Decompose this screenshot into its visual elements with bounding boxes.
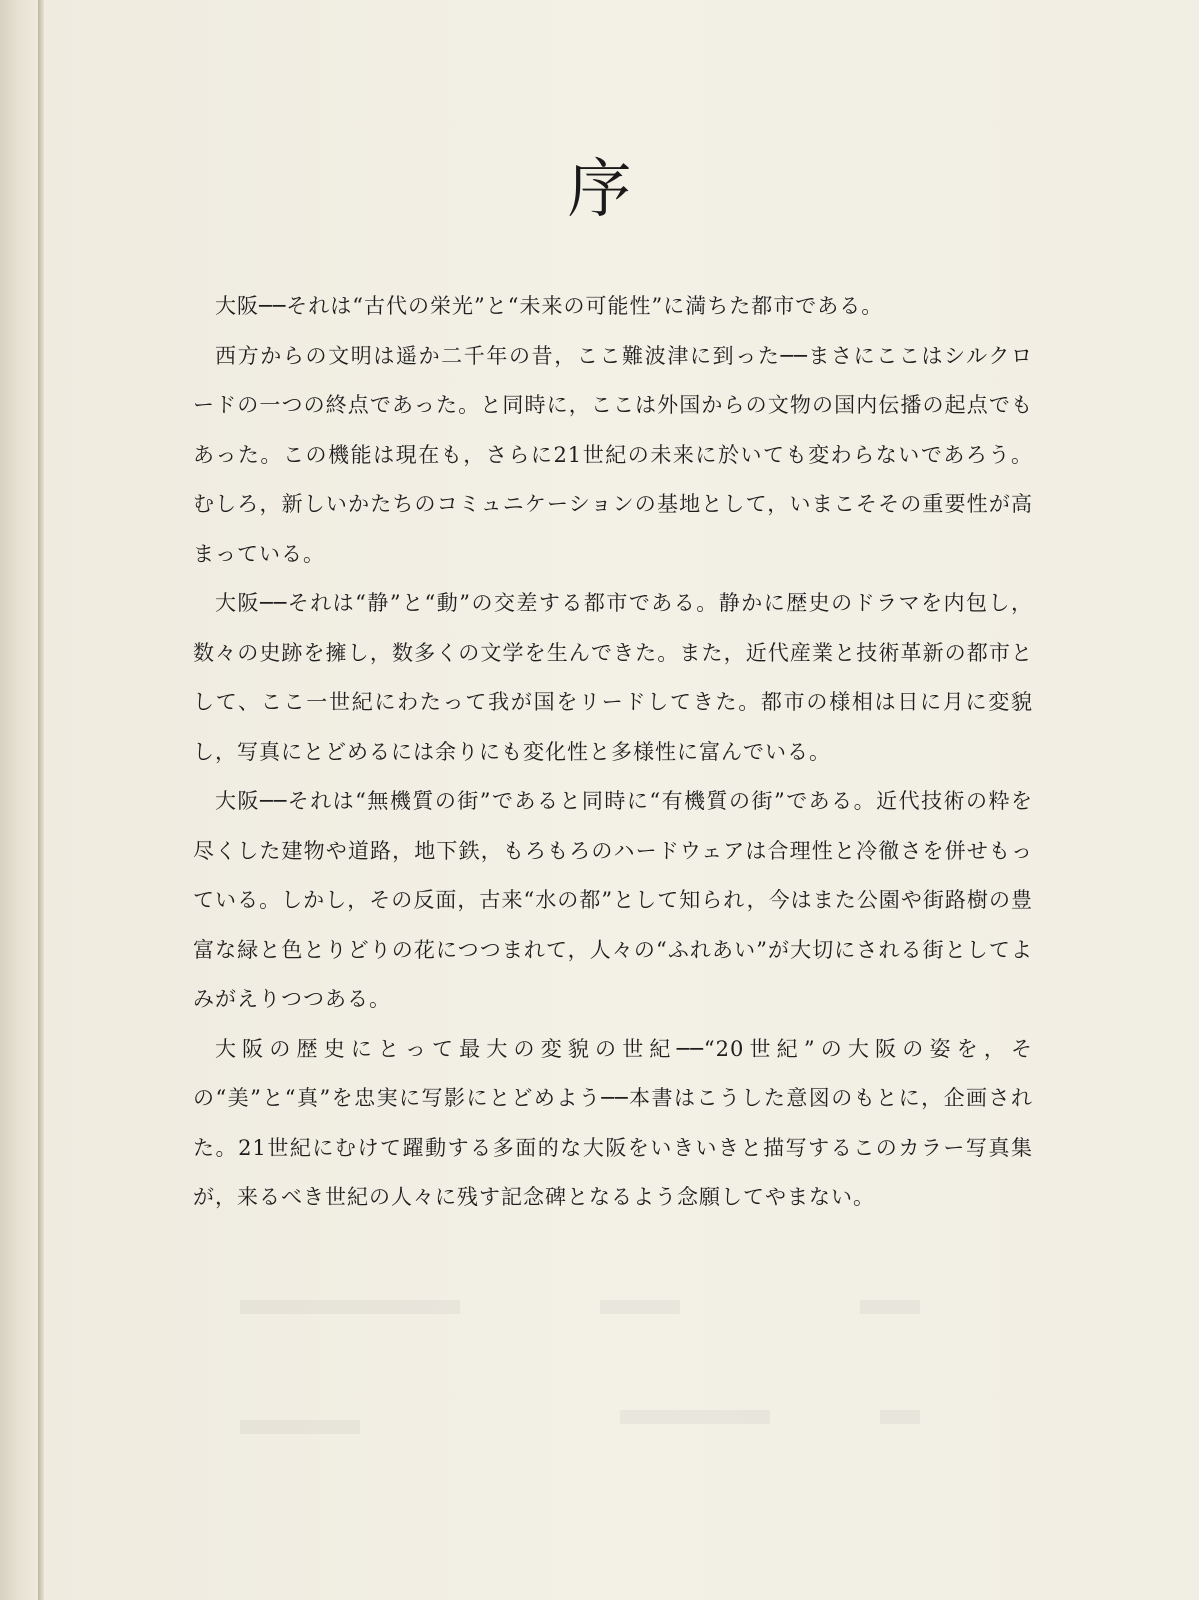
paragraph-5: 大阪の歴史にとって最大の変貌の世紀──“20世紀”の大阪の姿を，その“美”と“真”を忠実に写影にとどめよう──本書はこうした意図のもとに，企画された。21世紀にむけて躍動する多面的な大阪をいきいきと描写するこのカラー写真集が，来るべき世紀の人々に残す記念碑となるよう念願してやまない。	[193, 1036, 1033, 1209]
preface-body	[193, 282, 1033, 1223]
paragraph-3: 大阪──それは“静”と“動”の交差する都市である。静かに歴史のドラマを内包し，数々の史跡を擁し，数多くの文学を生んできた。また，近代産業と技術革新の都市として、ここ一世紀にわたって我が国をリードしてきた。都市の様相は日に月に変貌し，写真にとどめるには余りにも変化性と多様性に富んでいる。	[193, 591, 1033, 764]
paragraph-2: 西方からの文明は遥か二千年の昔，ここ難波津に到った──まさにここはシルクロードの一つの終点であった。と同時に，ここは外国からの文物の国内伝播の起点でもあった。この機能は現在も，さらに21世紀の未来に於いても変わらないであろう。むしろ，新しいかたちのコミュニケーションの基地として，いまこそその重要性が高まっている。	[193, 343, 1033, 566]
paragraph-1: 大阪──それは“古代の栄光”と“未来の可能性”に満ちた都市である。	[215, 294, 884, 318]
show-through-text	[240, 1300, 960, 1460]
page-gutter	[38, 0, 44, 1600]
paragraph-4: 大阪──それは“無機質の街”であると同時に“有機質の街”である。近代技術の粋を尽くした建物や道路，地下鉄，もろもろのハードウェアは合理性と冷徹さを併せもっている。しかし，その反面，古来“水の都”として知られ，今はまた公園や街路樹の豊富な緑と色とりどりの花につつまれて，人々の“ふれあい”が大切にされる街としてよみがえりつつある。	[193, 789, 1033, 1011]
page-title: 序	[567, 153, 632, 227]
